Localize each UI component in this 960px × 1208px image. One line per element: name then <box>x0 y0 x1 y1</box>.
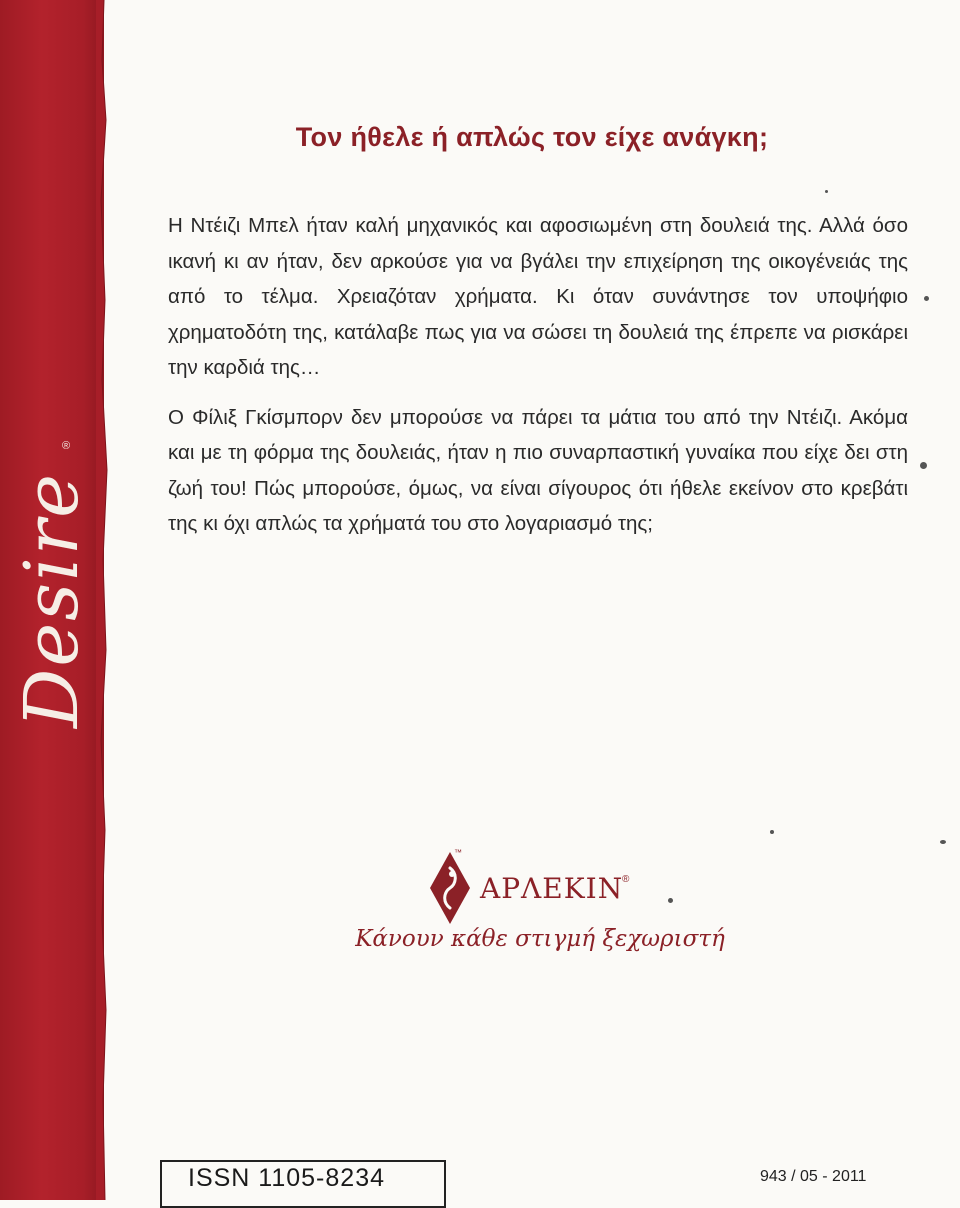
harlequin-diamond-icon <box>428 850 472 926</box>
spine-torn-edge <box>96 0 110 1200</box>
issue-number: 943 / 05 - 2011 <box>760 1168 867 1185</box>
back-cover-blurb <box>168 208 908 556</box>
desire-logo-registered-mark: ® <box>62 440 71 452</box>
publisher-trademark: ™ <box>454 848 462 857</box>
print-speck <box>940 840 946 844</box>
print-speck <box>668 898 673 903</box>
publisher-registered-mark: ® <box>622 874 630 885</box>
blurb-paragraph-2: Ο Φίλιξ Γκίσμπορν δεν μπορούσε να πάρει τα μάτια του από την Ντέιζι. Ακόμα και με τη φόρμα της δουλειάς, ήταν η πιο συναρπαστική γυναίκα που είχε δει στη ζωή του! Πώς μπορούσε, όμως, να είναι σίγουρος ότι ήθελε εκείνον στο κρεβάτι της κι όχι απλώς τα χρήματά του στο λογαριασμό της; <box>168 405 908 535</box>
print-speck <box>924 296 929 301</box>
print-speck <box>770 830 774 834</box>
desire-logo: Desire <box>9 472 95 728</box>
print-speck <box>920 462 927 469</box>
back-cover-headline: Τον ήθελε ή απλώς τον είχε ανάγκη; <box>295 122 769 152</box>
publisher-name: ΑΡΛΕΚΙΝ <box>480 872 624 905</box>
issn-box: ISSN 1105-8234 <box>160 1160 446 1208</box>
blurb-paragraph-1: Η Ντέιζι Μπελ ήταν καλή μηχανικός και αφοσιωμένη στη δουλειά της. Αλλά όσο ικανή κι αν ήταν, δεν αρκούσε για να βγάλει την επιχείρηση της οικογένειάς της από το τέλμα. Χρειαζόταν χρήματα. Κι όταν συνάντησε τον υποψήφιο χρηματοδότη της, κατάλαβε πως για να σώσει τη δουλειά της έπρεπε να ρισκάρει την καρδιά της… <box>168 214 908 379</box>
publisher-tagline: Κάνουν κάθε στιγμή ξεχωριστή <box>355 926 725 952</box>
print-speck <box>825 190 828 193</box>
publisher-block <box>340 848 740 968</box>
